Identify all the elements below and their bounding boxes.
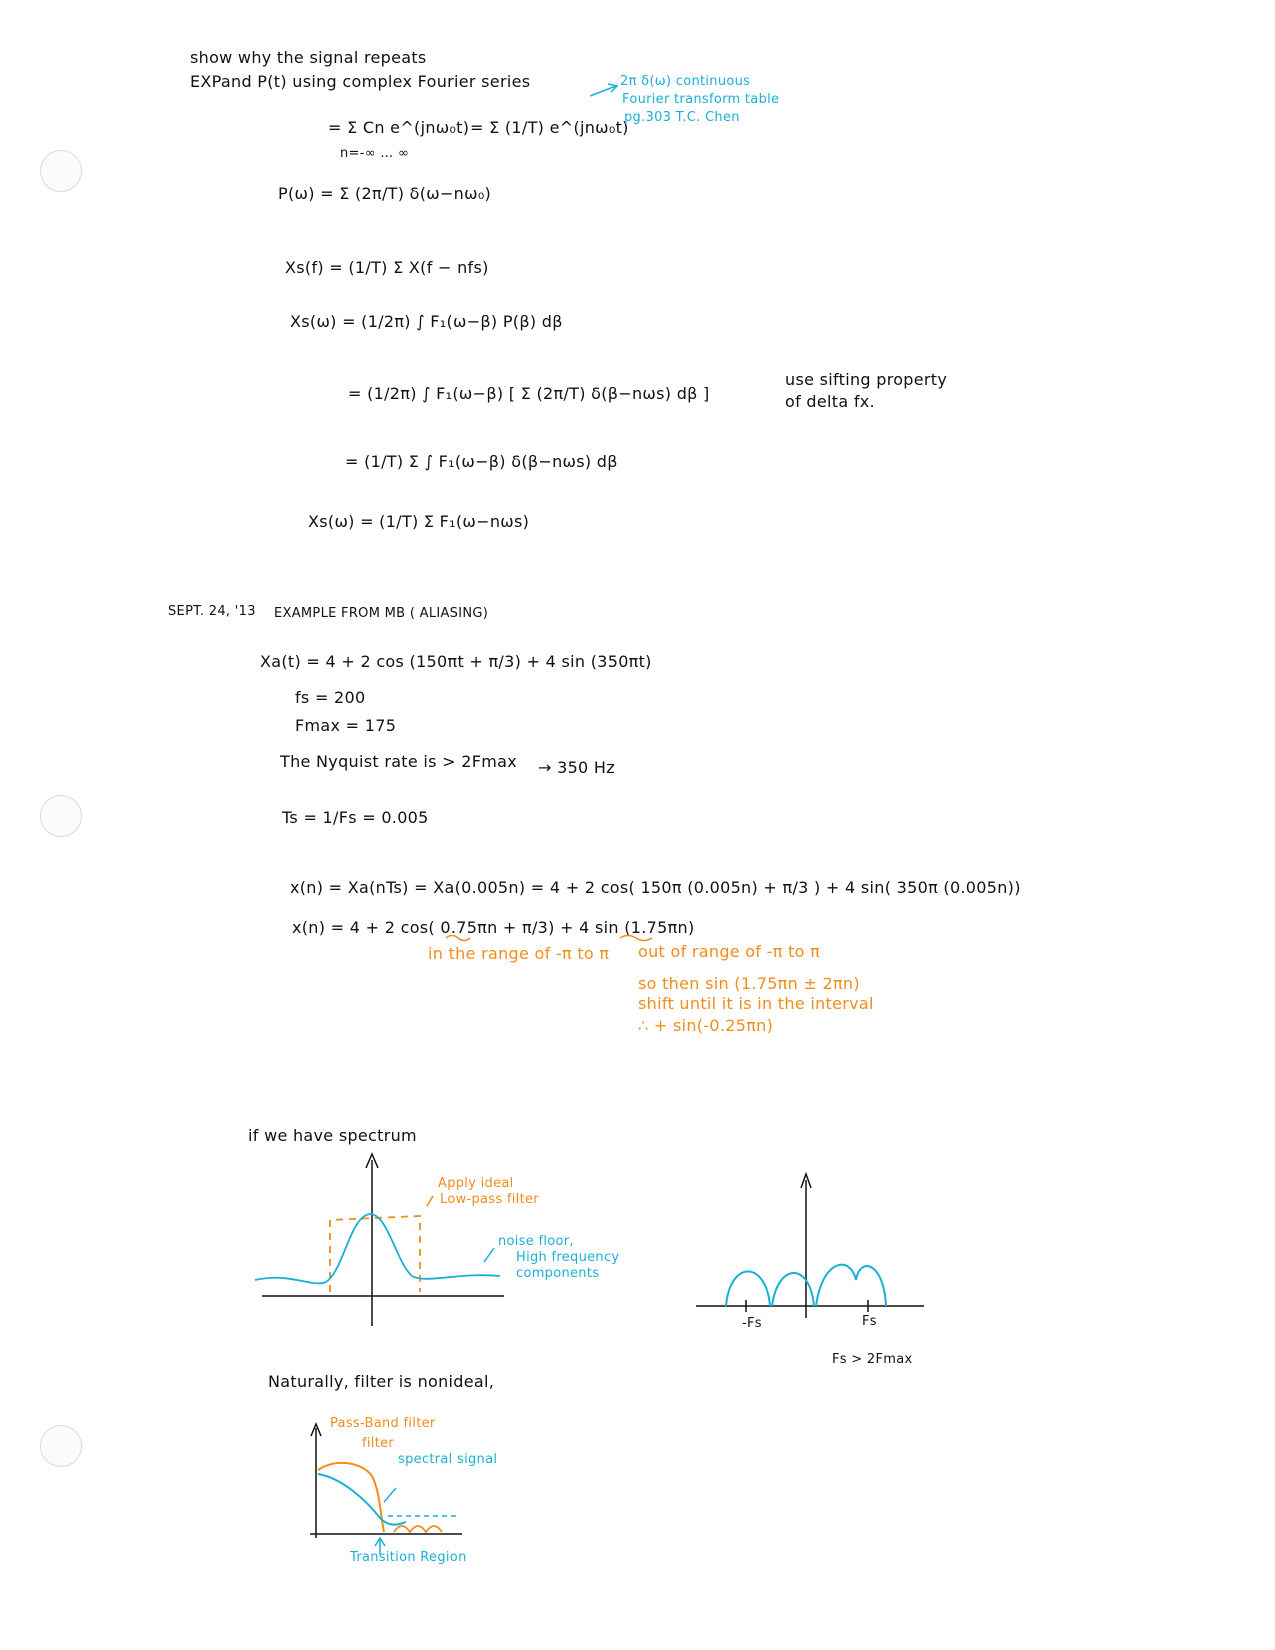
spectrum-curve (255, 1214, 500, 1283)
in-range-note: in the range of -π to π (428, 944, 610, 963)
pos-fs-label: Fs (862, 1314, 877, 1329)
out-range-note: out of range of -π to π (638, 942, 821, 961)
lowpass-pointer (427, 1196, 433, 1206)
nyquist-statement: The Nyquist rate is > 2Fmax (280, 752, 518, 771)
pt-sum: = Σ Cn e^(jnω₀t) (328, 118, 470, 137)
spectral-signal-label: spectral signal (398, 1452, 498, 1467)
example-date: SEPT. 24, '13 (168, 604, 256, 619)
pt-sum-index: n=-∞ … ∞ (340, 146, 410, 161)
passband-label: Pass-Band filter (330, 1416, 436, 1431)
sift-note-2: of delta fx. (785, 392, 875, 411)
pw-equation: P(ω) = Σ (2π/T) δ(ω−nω₀) (278, 184, 492, 203)
xn-equation-2: x(n) = 4 + 2 cos( 0.75πn + π/3) + 4 sin (1.75πn) (292, 918, 695, 937)
passband-ripples (394, 1526, 442, 1532)
transition-arrow (375, 1538, 385, 1554)
shift-note-3: ∴ + sin(-0.25πn) (638, 1016, 774, 1035)
xa-equation: Xa(t) = 4 + 2 cos (150πt + π/3) + 4 sin (350πt) (260, 652, 652, 671)
nonideal-heading: Naturally, filter is nonideal, (268, 1372, 495, 1391)
xs-w-equation-2: = (1/2π) ∫ F₁(ω−β) [ Σ (2π/T) δ(β−nωs) dβ ] (348, 384, 710, 403)
note-continuous: 2π δ(ω) continuous (620, 74, 751, 89)
noise-pointer (484, 1248, 494, 1262)
xs-w-equation-4: Xs(ω) = (1/T) Σ F₁(ω−nωs) (308, 512, 530, 531)
xn-equation-1: x(n) = Xa(nTs) = Xa(0.005n) = 4 + 2 cos( 150π (0.005n) + π/3 ) + 4 sin( 350π (0.005n)) (290, 878, 1021, 897)
sift-note-1: use sifting property (785, 370, 948, 389)
lowpass-label-2: Low-pass filter (440, 1192, 539, 1207)
sampling-condition: Fs > 2Fmax (832, 1352, 913, 1367)
xs-f-equation: Xs(f) = (1/T) Σ X(f − nfs) (285, 258, 489, 277)
pt-sum-2: = Σ (1/T) e^(jnω₀t) (470, 118, 629, 137)
nyquist-value: → 350 Hz (538, 758, 615, 777)
fmax-value: Fmax = 175 (295, 716, 397, 735)
spectral-pointer (384, 1488, 396, 1502)
ts-equation: Ts = 1/Fs = 0.005 (282, 808, 429, 827)
note-page-ref: pg.303 T.C. Chen (624, 110, 740, 125)
example-title: EXAMPLE FROM MB ( ALIASING) (274, 606, 489, 621)
shift-note-1: so then sin (1.75πn ± 2πn) (638, 974, 860, 993)
noise-label-2: High frequency (516, 1250, 620, 1265)
spectrum-heading: if we have spectrum (248, 1126, 417, 1145)
shift-note-2: shift until it is in the interval (638, 994, 874, 1013)
filter-label: filter (362, 1436, 395, 1451)
passband-curve (318, 1463, 384, 1532)
noise-label-3: components (516, 1266, 600, 1281)
header-line-2: EXPand P(t) using complex Fourier series (190, 72, 531, 91)
xs-w-equation-3: = (1/T) Σ ∫ F₁(ω−β) δ(β−nωs) dβ (345, 452, 618, 471)
note-ft-table: Fourier transform table (622, 92, 780, 107)
noise-label-1: noise floor, (498, 1234, 574, 1249)
lowpass-label-1: Apply ideal (438, 1176, 514, 1191)
spectral-signal-curve (318, 1474, 406, 1525)
xs-w-equation-1: Xs(ω) = (1/2π) ∫ F₁(ω−β) P(β) dβ (290, 312, 563, 331)
header-line-1: show why the signal repeats (190, 48, 427, 67)
neg-fs-label: -Fs (742, 1316, 762, 1331)
in-range-squiggle (446, 936, 470, 941)
transition-region-label: Transition Region (350, 1550, 467, 1565)
fs-value: fs = 200 (295, 688, 366, 707)
out-range-squiggle (620, 936, 652, 941)
